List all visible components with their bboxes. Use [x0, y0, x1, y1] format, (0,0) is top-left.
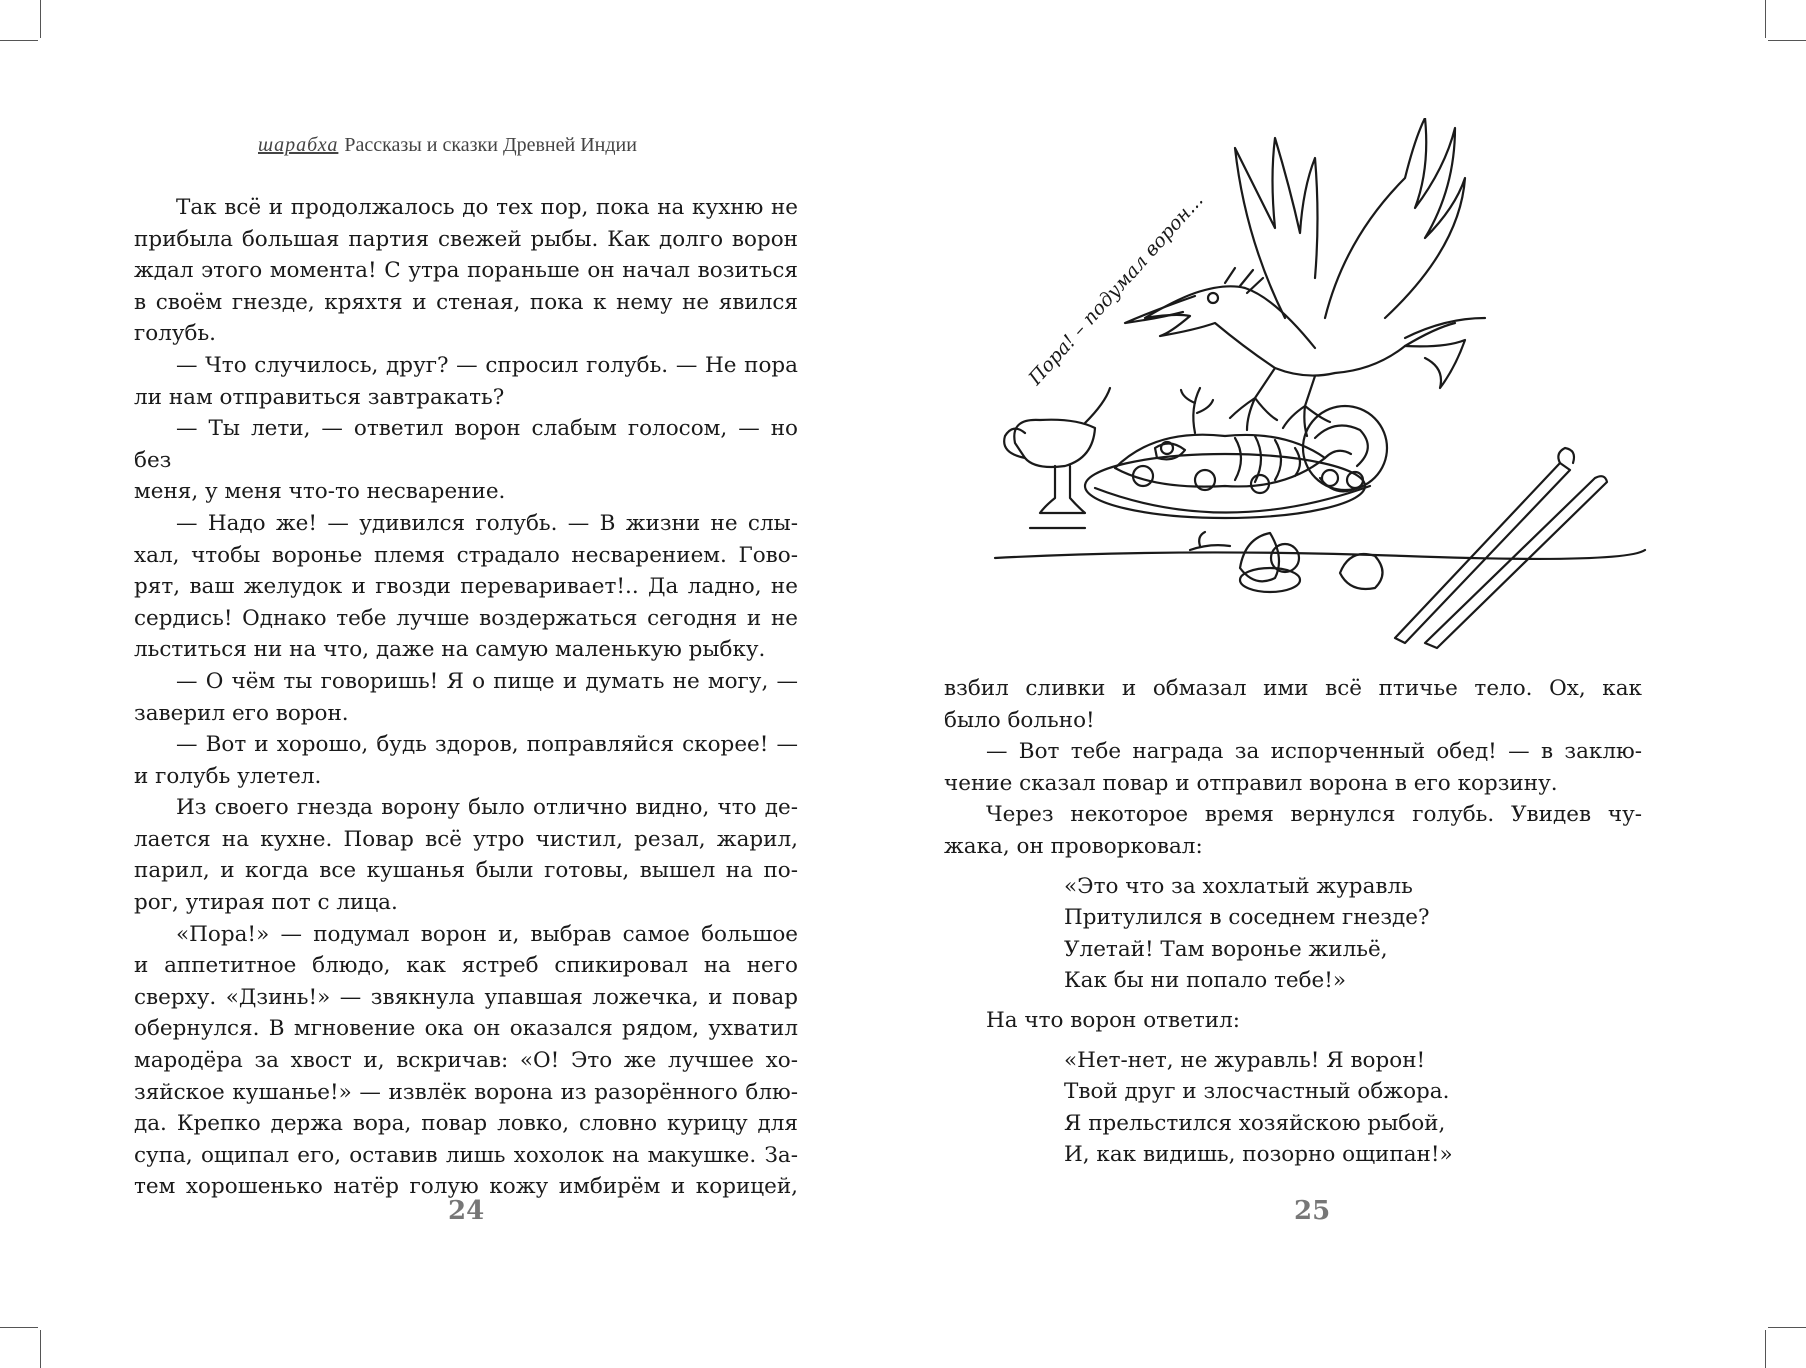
left-page-text — [134, 192, 798, 1203]
crop-mark — [0, 40, 38, 41]
verse-line: Улетай! Там воронье жильё, — [1064, 936, 1388, 962]
text-line: «Пора!» — подумал ворон и, выбрав самое большое — [176, 921, 798, 947]
running-header — [258, 134, 637, 157]
text-line: — О чём ты говоришь! Я о пище и думать не могу, — — [176, 668, 798, 694]
text-line: рят, ваш желудок и гвозди переваривает!.. Да ладно, не — [134, 574, 798, 600]
text-line: Из своего гнезда ворону было отлично видно, что де- — [176, 795, 798, 821]
text-line: — Надо же! — удивился голубь. — В жизни не слы- — [176, 510, 798, 536]
text-line: ли нам отправиться завтракать? — [134, 384, 505, 410]
page-number-right: 25 — [1294, 1196, 1331, 1226]
text-line: заверил его ворон. — [134, 700, 349, 726]
text-line: супа, ощипал его, оставив лишь хохолок на макушке. За- — [134, 1142, 798, 1168]
text-line: прибыла большая партия свежей рыбы. Как долго ворон — [134, 226, 798, 252]
text-line: — Вот и хорошо, будь здоров, поправляйся скорее! — — [176, 732, 798, 758]
text-line: льститься ни на что, даже на самую маленькую рыбку. — [134, 637, 766, 663]
verse-line: Как бы ни попало тебе!» — [1064, 968, 1347, 994]
text-line: зяйское кушанье!» — извлёк ворона из разорённого блю- — [134, 1079, 798, 1105]
text-line: сверху. «Дзинь!» — звякнула упавшая ложечка, и повар — [134, 984, 798, 1010]
header-title: Рассказы и сказки Древней Индии — [344, 134, 637, 156]
text-line: — Вот тебе награда за испорченный обед! — в заклю- — [986, 739, 1642, 765]
text-line: лается на кухне. Повар всё утро чистил, резал, жарил, — [134, 826, 798, 852]
verse-line: Притулился в соседнем гнезде? — [1064, 905, 1430, 931]
text-line: меня, у меня что-то несварение. — [134, 479, 506, 505]
text-line: голубь. — [134, 321, 217, 347]
text-line: жака, он проворковал: — [944, 833, 1203, 859]
page-number-left: 24 — [448, 1196, 485, 1226]
verse-line: «Нет-нет, не журавль! Я ворон! — [1064, 1047, 1426, 1073]
text-line: да. Крепко держа вора, повар ловко, словно курицу для — [134, 1111, 798, 1137]
verse-line: Я прельстился хозяйскою рыбой, — [1064, 1110, 1446, 1136]
text-line: тем хорошенько натёр голую кожу имбирём и корицей, — [134, 1174, 798, 1200]
text-line: и аппетитное блюдо, как ястреб спикировал на него — [134, 953, 798, 979]
crop-mark — [0, 1327, 38, 1328]
text-line: На что ворон ответил: — [986, 1007, 1241, 1033]
verse-line: И, как видишь, позорно ощипан!» — [1064, 1142, 1453, 1168]
verse-line: «Это что за хохлатый журавль — [1064, 873, 1413, 899]
text-line: взбил сливки и обмазал ими всё птичье тело. Ох, как — [944, 676, 1642, 701]
text-line: парил, и когда все кушанья были готовы, вышел на по- — [134, 858, 798, 884]
crop-mark — [1768, 40, 1806, 41]
text-line: мародёра за хвост и, вскричав: «О! Это же лучшее хо- — [134, 1048, 798, 1074]
text-line: хал, чтобы воронье племя страдало несварением. Гово- — [134, 542, 798, 568]
verse-line: Твой друг и злосчастный обжора. — [1064, 1079, 1450, 1105]
text-line: Так всё и продолжалось до тех пор, пока на кухню не — [176, 195, 798, 220]
verse-1 — [1064, 871, 1642, 997]
crop-mark — [1765, 0, 1766, 38]
crop-mark — [40, 0, 41, 38]
text-line: Через некоторое время вернулся голубь. Увидев чу- — [986, 802, 1642, 828]
right-prose-a — [944, 673, 1642, 863]
crop-mark — [1765, 1330, 1766, 1368]
text-line: и голубь улетел. — [134, 763, 322, 789]
crop-mark — [40, 1330, 41, 1368]
text-line: сердись! Однако тебе лучше воздержаться сегодня и не — [134, 605, 798, 631]
crow-feast-illustration — [985, 118, 1665, 658]
header-brand: шарабха — [258, 134, 339, 156]
right-page-text — [944, 673, 1642, 1179]
text-line: обернулся. В мгновение ока он оказался рядом, ухватил — [134, 1016, 798, 1042]
text-line: рог, утирая пот с лица. — [134, 890, 398, 916]
text-line: — Что случилось, друг? — спросил голубь. — Не пора — [176, 352, 798, 378]
text-line: чение сказал повар и отправил ворона в его корзину. — [944, 770, 1558, 796]
text-line: было больно! — [944, 707, 1095, 733]
verse-2 — [1064, 1045, 1642, 1171]
crop-mark — [1768, 1327, 1806, 1328]
text-line: — Ты лети, — ответил ворон слабым голосом, — но без — [134, 416, 798, 473]
text-line: ждал этого момента! С утра пораньше он начал возиться — [134, 258, 798, 284]
illustration-caption: Пора! – подумал ворон... — [1024, 189, 1208, 390]
text-line: в своём гнезде, кряхтя и стеная, пока к нему не явился — [134, 289, 798, 315]
